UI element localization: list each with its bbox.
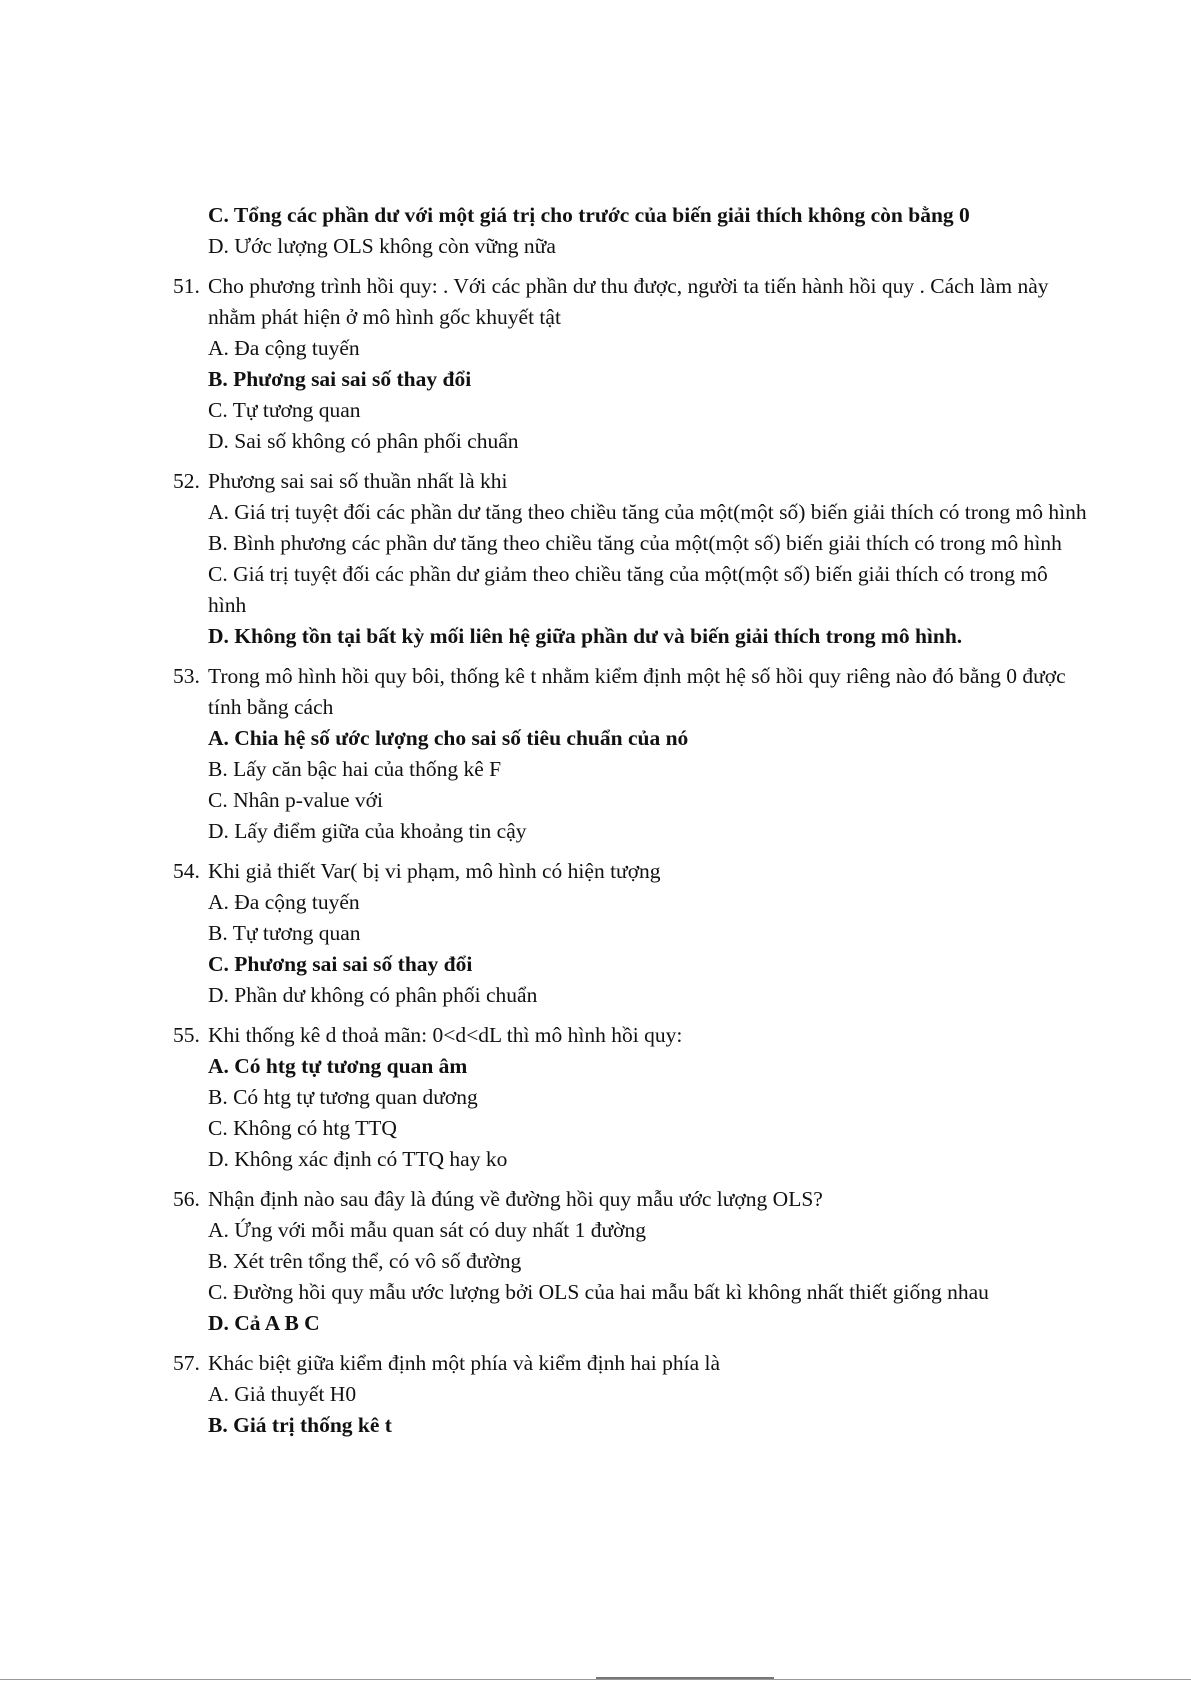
answer-option-correct: A. Có htg tự tương quan âm <box>208 1054 468 1078</box>
answer-option: A. Đa cộng tuyến <box>208 890 360 914</box>
footer-divider <box>0 1679 1191 1680</box>
question-text: Trong mô hình hồi quy bôi, thống kê t nhằm kiểm định một hệ số hồi quy riêng nào đó bằng 0 được tính bằng cách <box>208 664 1066 719</box>
answer-option: A. Giả thuyết H0 <box>208 1382 357 1406</box>
answer-option: C. Không có htg TTQ <box>208 1116 397 1140</box>
answer-option-correct: D. Không tồn tại bất kỳ mối liên hệ giữa phần dư và biến giải thích trong mô hình. <box>208 624 963 648</box>
carryover-options <box>208 200 1088 262</box>
answer-option: B. Xét trên tổng thể, có vô số đường <box>208 1249 522 1273</box>
document-content <box>173 200 1088 1441</box>
answer-option: C. Giá trị tuyệt đối các phần dư giảm theo chiều tăng của một(một số) biến giải thích có trong mô hình <box>208 562 1048 617</box>
question-item <box>173 271 1088 457</box>
question-text: Nhận định nào sau đây là đúng về đường hồi quy mẫu ước lượng OLS? <box>208 1187 823 1211</box>
question-number: 51. <box>173 274 200 298</box>
question-number: 53. <box>173 664 200 688</box>
answer-option: B. Có htg tự tương quan dương <box>208 1085 478 1109</box>
answer-option: A. Giá trị tuyệt đối các phần dư tăng theo chiều tăng của một(một số) biến giải thích có trong mô hình <box>208 500 1087 524</box>
question-item <box>173 1348 1088 1441</box>
option-line: D. Ước lượng OLS không còn vững nữa <box>208 234 556 258</box>
question-number: 52. <box>173 469 200 493</box>
answer-option-correct: B. Giá trị thống kê t <box>208 1413 392 1437</box>
answer-option: C. Đường hồi quy mẫu ước lượng bởi OLS của hai mẫu bất kì không nhất thiết giống nhau <box>208 1280 989 1304</box>
answer-option: D. Sai số không có phân phối chuẩn <box>208 429 519 453</box>
footer-mark <box>596 1677 774 1679</box>
option-line: C. Tổng các phần dư với một giá trị cho trước của biến giải thích không còn bằng 0 <box>208 203 970 227</box>
answer-option-correct: C. Phương sai sai số thay đổi <box>208 952 473 976</box>
question-text: Phương sai sai số thuần nhất là khi <box>208 469 508 493</box>
question-text: Khác biệt giữa kiểm định một phía và kiểm định hai phía là <box>208 1351 721 1375</box>
answer-option: D. Lấy điểm giữa của khoảng tin cậy <box>208 819 527 843</box>
answer-option: B. Lấy căn bậc hai của thống kê F <box>208 757 502 781</box>
question-number: 56. <box>173 1187 200 1211</box>
question-number: 54. <box>173 859 200 883</box>
question-number: 57. <box>173 1351 200 1375</box>
answer-option: B. Bình phương các phần dư tăng theo chiều tăng của một(một số) biến giải thích có trong mô hình <box>208 531 1062 555</box>
question-list <box>173 271 1088 1441</box>
question-item <box>173 1020 1088 1175</box>
question-item <box>173 466 1088 652</box>
question-item <box>173 1184 1088 1339</box>
answer-option-correct: A. Chia hệ số ước lượng cho sai số tiêu chuẩn của nó <box>208 726 689 750</box>
answer-option: D. Không xác định có TTQ hay ko <box>208 1147 508 1171</box>
question-item <box>173 856 1088 1011</box>
answer-option: C. Nhân p-value với <box>208 788 383 812</box>
answer-option: A. Đa cộng tuyến <box>208 336 360 360</box>
question-text: Khi thống kê d thoả mãn: 0<d<dL thì mô hình hồi quy: <box>208 1023 683 1047</box>
answer-option: D. Phần dư không có phân phối chuẩn <box>208 983 538 1007</box>
answer-option-correct: B. Phương sai sai số thay đổi <box>208 367 472 391</box>
answer-option: A. Ứng với mỗi mẫu quan sát có duy nhất 1 đường <box>208 1218 647 1242</box>
question-number: 55. <box>173 1023 200 1047</box>
question-item <box>173 661 1088 847</box>
answer-option: C. Tự tương quan <box>208 398 361 422</box>
question-text: Khi giả thiết Var( bị vi phạm, mô hình có hiện tượng <box>208 859 661 883</box>
answer-option-correct: D. Cả A B C <box>208 1311 320 1335</box>
question-text: Cho phương trình hồi quy: . Với các phần dư thu được, người ta tiến hành hồi quy . Cách làm này nhằm phát hiện ở mô hình gốc khuyết tật <box>208 274 1049 329</box>
answer-option: B. Tự tương quan <box>208 921 361 945</box>
